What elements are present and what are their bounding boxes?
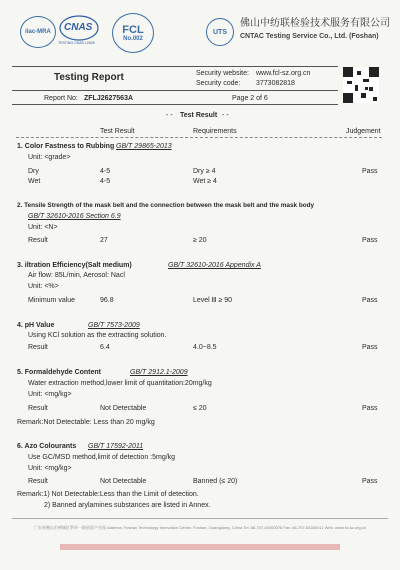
item-4-row-1-result: 6.4 bbox=[100, 344, 110, 351]
cnas-logo bbox=[58, 14, 100, 48]
item-2-unit: Unit: <N> bbox=[28, 224, 58, 231]
col-header-requirements: Requirements bbox=[193, 128, 237, 135]
security-code: 3773082818 bbox=[256, 80, 295, 87]
page-indicator: Page 2 of 6 bbox=[232, 95, 268, 102]
item-4-title: 4. pH Value bbox=[17, 322, 55, 329]
section-dash-right: - - bbox=[222, 112, 229, 119]
item-2-title: 2. Tensile Strength of the mask belt and the connection between the mask belt and the mask body bbox=[17, 202, 315, 209]
report-title: Testing Report bbox=[54, 72, 124, 83]
footer-address: 广东省佛山市禅城区季华一路创意产业园 Address: Foshan Technology Innovation Center, Foshan, Guangdong, China Tel: 86-757-83300078 Fax: 86-757-83300011 Web: www.fcl-sz.org.cn bbox=[33, 525, 367, 530]
item-5-title: 5. Formaldehyde Content bbox=[17, 369, 102, 376]
item-3-judgement: Pass bbox=[362, 297, 378, 304]
cnas-logo-sub: TESTING CNAS L2628 bbox=[58, 41, 95, 45]
item-4-row-1-label: Result bbox=[28, 344, 48, 351]
remark-2: 2) Banned arylamines substances are listed in Annex. bbox=[44, 502, 211, 509]
item-6-standard: GB/T 17592-2011 bbox=[88, 443, 144, 450]
item-5-note: Water extraction method,lower limit of quantitation:20mg/kg bbox=[28, 380, 212, 387]
item-6-judgement: Pass bbox=[362, 478, 378, 485]
item-1-row-1-requirement: Dry ≥ 4 bbox=[193, 168, 216, 175]
report-header-mid-rule bbox=[12, 90, 338, 91]
item-4-row-1-requirement: 4.0~8.5 bbox=[193, 344, 217, 351]
item-2-row-1-requirement: ≥ 20 bbox=[193, 237, 207, 244]
item-6-note: Use GC/MSD method,limit of detection :5mg/kg bbox=[28, 454, 176, 461]
item-2-row-1-result: 27 bbox=[100, 237, 108, 244]
company-name-en: CNTAC Testing Service Co., Ltd. (Foshan) bbox=[240, 33, 379, 40]
company-name-cn: 佛山中纺联检验技术服务有限公司 bbox=[240, 18, 390, 29]
item-1-row-2-requirement: Wet ≥ 4 bbox=[193, 178, 217, 185]
item-3-standard: GB/T 32610-2016 Appendix A bbox=[168, 262, 261, 269]
item-6-row-1-requirement: Banned (≤ 20) bbox=[193, 478, 238, 485]
item-2-row-1-label: Result bbox=[28, 237, 48, 244]
item-5-remark: Remark:Not Detectable: Less than 20 mg/kg bbox=[17, 419, 155, 426]
fcl-logo-text: FCL bbox=[122, 24, 144, 36]
item-5-row-1-requirement: ≤ 20 bbox=[193, 405, 207, 412]
ilac-logo-text: ilac-MRA bbox=[25, 29, 51, 35]
report-header-top-rule bbox=[12, 66, 338, 67]
col-header-result: Test Result bbox=[100, 128, 135, 135]
footer-stamp-band bbox=[60, 544, 340, 550]
fcl-logo-sub: No.002 bbox=[123, 36, 143, 42]
security-website: www.fcl-sz.org.cn bbox=[256, 70, 311, 77]
uts-logo bbox=[206, 18, 234, 46]
security-code-label: Security code: bbox=[196, 80, 241, 87]
item-1-title: 1. Color Fastness to Rubbing bbox=[17, 143, 115, 150]
item-1-row-2-label: Wet bbox=[28, 178, 41, 185]
item-3-unit: Unit: <%> bbox=[28, 283, 59, 290]
fcl-logo bbox=[112, 13, 154, 53]
report-no-label: Report No: bbox=[44, 95, 78, 102]
ilac-logo bbox=[20, 16, 56, 48]
item-5-standard: GB/T 2912.1-2009 bbox=[130, 369, 188, 376]
item-4-standard: GB/T 7573-2009 bbox=[88, 322, 140, 329]
cnas-logo-text: CNAS bbox=[64, 22, 93, 33]
column-header-rule bbox=[16, 137, 382, 138]
qr-code bbox=[343, 67, 379, 103]
item-6-row-1-label: Result bbox=[28, 478, 48, 485]
report-header-bottom-rule bbox=[12, 104, 338, 105]
item-6-unit: Unit: <mg/kg> bbox=[28, 465, 72, 472]
security-website-label: Security website: bbox=[196, 70, 249, 77]
section-title: Test Result bbox=[180, 112, 218, 119]
item-6-row-1-result: Not Detectable bbox=[100, 478, 147, 485]
item-2-standard: GB/T 32610-2016 Section 6.9 bbox=[28, 213, 121, 220]
item-5-judgement: Pass bbox=[362, 405, 378, 412]
item-5-unit: Unit: <mg/kg> bbox=[28, 391, 72, 398]
item-3-row-1-requirement: Level Ⅲ ≥ 90 bbox=[193, 297, 233, 304]
item-5-row-1-result: Not Detectable bbox=[100, 405, 147, 412]
item-1-row-1-result: 4-5 bbox=[100, 168, 111, 175]
item-1-row-2-result: 4-5 bbox=[100, 178, 111, 185]
col-header-judgement: Judgement bbox=[346, 128, 381, 135]
footer-rule bbox=[12, 518, 388, 519]
item-1-row-1-label: Dry bbox=[28, 168, 39, 175]
uts-logo-text: UTS bbox=[213, 28, 227, 36]
item-5-row-1-label: Result bbox=[28, 405, 48, 412]
item-6-title: 6. Azo Colourants bbox=[17, 443, 77, 450]
item-4-note: Using KCl solution as the extracting solution. bbox=[28, 332, 167, 339]
remark-1: Remark:1) Not Detectable:Less than the Limit of detection. bbox=[17, 491, 199, 498]
item-4-judgement: Pass bbox=[362, 344, 378, 351]
report-no: ZFLJ2627563A bbox=[84, 95, 134, 102]
item-3-row-1-label: Minimum value bbox=[28, 297, 76, 304]
item-3-row-1-result: 96.8 bbox=[100, 297, 114, 304]
item-1-standard: GB/T 29865-2013 bbox=[116, 143, 172, 150]
section-dash-left: - - bbox=[166, 112, 173, 119]
item-3-title: 3. iltration Efficiency(Salt medium) bbox=[17, 262, 132, 269]
item-2-judgement: Pass bbox=[362, 237, 378, 244]
item-3-note: Air flow: 85L/min, Aerosol: Nacl bbox=[28, 272, 125, 279]
item-1-unit: Unit: <grade> bbox=[28, 154, 71, 161]
item-1-judgement: Pass bbox=[362, 168, 378, 175]
